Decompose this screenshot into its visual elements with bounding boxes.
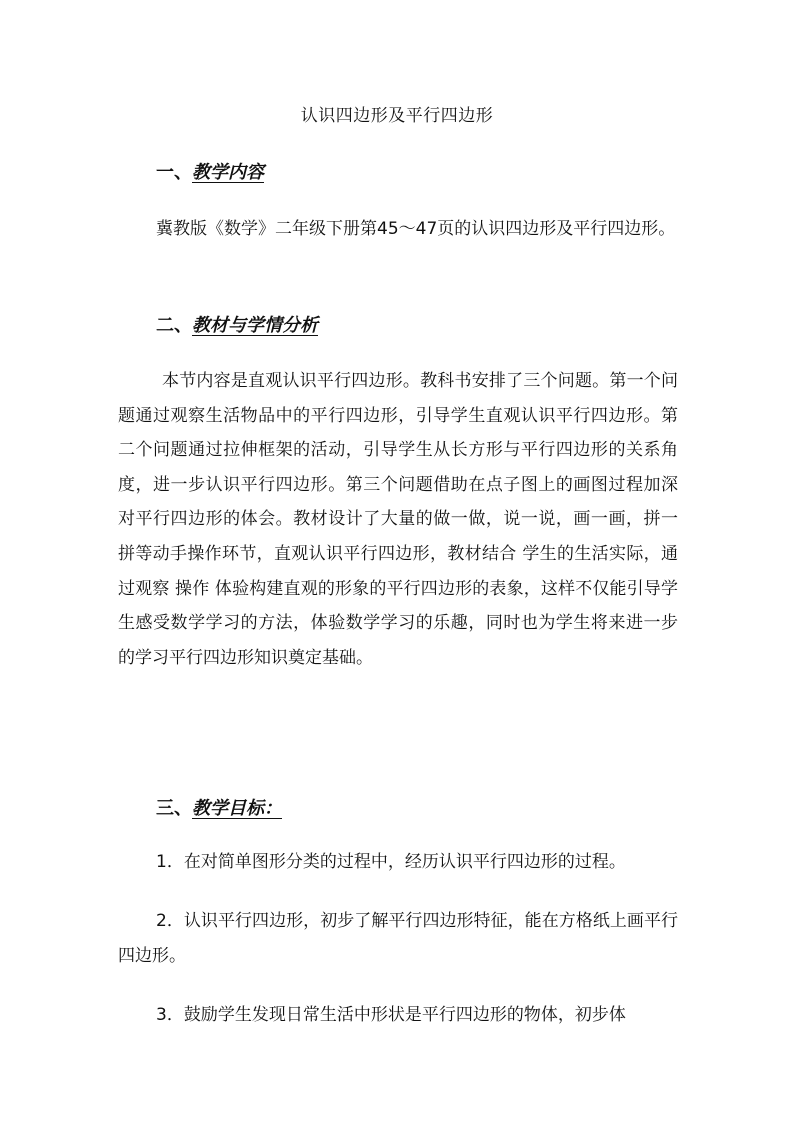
section-title: 教学目标：: [192, 798, 282, 819]
section-number: 三、: [156, 798, 192, 819]
section-heading-teaching-goals: [156, 797, 282, 821]
section-number: 二、: [156, 315, 192, 336]
section-heading-material-analysis: [156, 314, 318, 338]
goal-item: 1．在对简单图形分类的过程中，经历认识平行四边形的过程。: [156, 852, 626, 872]
section-title: 教学内容: [192, 162, 264, 183]
goal-item: 3．鼓励学生发现日常生活中形状是平行四边形的物体，初步体: [156, 1005, 626, 1025]
section-heading-teaching-content: [156, 161, 264, 185]
section-number: 一、: [156, 162, 192, 183]
section-paragraph: 本节内容是直观认识平行四边形。教科书安排了三个问题。第一个问题通过观察生活物品中的平行四边形，引导学生直观认识平行四边形。第二个问题通过拉伸框架的活动，引导学生从长方形与平行四边形的关系角度，进一步认识平行四边形。第三个问题借助在点子图上的画图过程加深对平行四边形的体会。教材设计了大量的做一做，说一说，画一画，拼一拼等动手操作环节，直观认识平行四边形，教材结合 学生的生活实际，通过观察 操作 体验构建直观的形象的平行四边形的表象，这样不仅能引导学生感受数学学习的方法，体验数学学习的乐趣，同时也为学生将来进一步的学习平行四边形知识奠定基础。: [118, 371, 678, 668]
section-title: 教材与学情分析: [192, 315, 318, 336]
section-paragraph: 冀教版《数学》二年级下册第45～47页的认识四边形及平行四边形。: [156, 219, 676, 239]
goal-item: 2．认识平行四边形，初步了解平行四边形特征，能在方格纸上画平行四边形。: [118, 911, 678, 966]
document-title: 认识四边形及平行四边形: [300, 106, 494, 126]
